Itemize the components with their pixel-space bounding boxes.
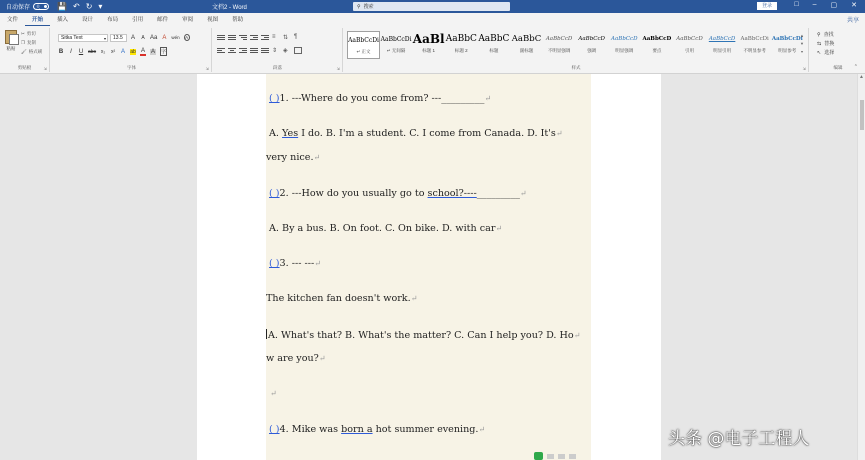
- styles-launcher-icon[interactable]: ⇲: [802, 66, 806, 71]
- line-text: The kitchen fan doesn't work.: [266, 293, 411, 304]
- replace-label: 替换: [824, 41, 835, 47]
- menu-tab[interactable]: 视图: [207, 17, 219, 23]
- chinese-layout-icon[interactable]: ≡: [272, 34, 276, 40]
- redo-icon[interactable]: ↻: [85, 2, 93, 11]
- editing-group-label: 编辑: [833, 65, 843, 70]
- style-sample: AaBbCcD: [545, 36, 573, 42]
- style-tile[interactable]: [575, 31, 608, 59]
- distribute-icon[interactable]: [261, 47, 269, 54]
- wechat-icon[interactable]: [534, 452, 543, 460]
- char-shading-button[interactable]: A: [151, 48, 156, 55]
- paragraph-group: [213, 28, 343, 72]
- paragraph-mark: ↵: [270, 389, 277, 398]
- style-tile[interactable]: [510, 31, 543, 59]
- enclose-char-button[interactable]: A: [185, 35, 189, 40]
- style-tile[interactable]: [412, 31, 445, 59]
- numbering-icon[interactable]: [228, 34, 236, 41]
- answer-blank: ( ): [269, 188, 280, 199]
- collapse-ribbon-icon[interactable]: ⌃: [853, 64, 858, 70]
- watermark: 头条 @电子工程人: [668, 429, 810, 449]
- search-box[interactable]: [353, 2, 510, 11]
- style-name: 强调: [587, 48, 597, 53]
- answer-blank: ( ): [269, 424, 280, 435]
- paragraph-mark: ↵: [410, 294, 418, 303]
- document-line[interactable]: [266, 293, 417, 304]
- line-text: very nice.: [266, 152, 314, 163]
- chevron-down-icon: ▾: [103, 36, 106, 41]
- brush-icon: 🖌: [21, 49, 27, 54]
- change-case-button[interactable]: Aa: [150, 34, 158, 41]
- cursor-icon: ↖: [817, 49, 822, 56]
- align-right-icon[interactable]: [239, 47, 247, 54]
- scissors-icon: ✂: [21, 31, 25, 36]
- answer-blank: ( ): [269, 258, 280, 269]
- search-icon: ⚲: [357, 3, 361, 10]
- decrease-indent-icon[interactable]: [250, 34, 258, 41]
- style-tile[interactable]: [640, 31, 673, 59]
- login-button[interactable]: 登录: [757, 2, 777, 10]
- borders-icon[interactable]: [294, 47, 302, 54]
- char-border-button[interactable]: 字: [161, 49, 167, 55]
- font-name-value: Sitka Text: [61, 35, 83, 41]
- clear-format-button[interactable]: A: [162, 34, 167, 41]
- font-launcher-icon[interactable]: ⇲: [205, 66, 209, 71]
- paste-label: 粘贴: [6, 46, 16, 51]
- styles-group-label: 样式: [571, 65, 581, 70]
- paragraph-mark: ↵: [495, 224, 503, 233]
- toolbar-icon[interactable]: [558, 454, 565, 459]
- scroll-thumb[interactable]: [860, 100, 864, 130]
- style-tile[interactable]: [445, 31, 478, 59]
- style-tile[interactable]: [673, 31, 706, 59]
- style-name: 标题 1: [422, 48, 436, 53]
- autosave-label: 自动保存: [6, 5, 31, 11]
- align-center-icon[interactable]: [228, 47, 236, 54]
- menu-tab[interactable]: 审阅: [182, 17, 194, 23]
- underlined-text: Yes: [282, 128, 299, 139]
- style-tile[interactable]: [738, 31, 771, 59]
- scroll-up-icon[interactable]: ▲: [859, 74, 864, 80]
- style-tile[interactable]: [347, 31, 380, 59]
- menu-bar: [0, 13, 865, 26]
- style-sample: AaBbC: [445, 34, 477, 44]
- underline-button[interactable]: U: [78, 48, 84, 55]
- paragraph-mark: ↵: [313, 153, 321, 162]
- title-bar: [0, 0, 865, 13]
- style-name: 明显强调: [615, 48, 634, 53]
- strikethrough-button[interactable]: abc: [88, 48, 97, 55]
- paste-button[interactable]: [4, 30, 18, 52]
- customize-qat-icon[interactable]: ▾: [98, 2, 103, 11]
- format-painter-label: 格式刷: [28, 49, 43, 54]
- show-marks-icon[interactable]: ¶: [294, 34, 298, 40]
- save-icon[interactable]: 💾: [57, 2, 67, 11]
- style-name: ↵ 无间隔: [386, 48, 406, 53]
- style-name: 引用: [685, 48, 694, 53]
- format-painter-button[interactable]: [21, 49, 42, 55]
- floating-toolbar: [534, 452, 576, 460]
- search-icon: ⚲: [817, 31, 821, 38]
- style-sample: AaBbCcD: [708, 36, 736, 42]
- document-line[interactable]: [269, 93, 491, 104]
- superscript-button[interactable]: x²: [110, 48, 116, 55]
- line-text: A. By a bus. B. On foot. C. On bike. D. with car: [269, 223, 496, 234]
- paragraph-mark: ↵: [555, 129, 563, 138]
- paragraph-mark: ↵: [478, 425, 486, 434]
- shrink-font-button[interactable]: A: [141, 34, 145, 41]
- menu-tab[interactable]: 开始: [25, 15, 50, 26]
- menu-tab[interactable]: 邮件: [157, 17, 169, 23]
- replace-button[interactable]: [817, 40, 834, 47]
- justify-icon[interactable]: [250, 47, 258, 54]
- align-left-icon[interactable]: [217, 47, 225, 54]
- style-name: 不明显参考: [743, 48, 766, 53]
- menu-tab[interactable]: 设计: [82, 17, 94, 23]
- document-title: 文档2 - Word: [212, 5, 247, 11]
- replace-icon: ⇆: [817, 40, 822, 47]
- underlined-text: born a: [341, 424, 373, 435]
- font-name-combo[interactable]: [58, 34, 108, 42]
- copy-button[interactable]: [21, 40, 36, 46]
- styles-group: [344, 28, 809, 72]
- shading-icon[interactable]: ◈: [283, 48, 288, 54]
- paragraph-group-label: 段落: [273, 65, 282, 70]
- multilevel-list-icon[interactable]: [239, 34, 247, 41]
- style-sample: AaBbCcDi: [771, 36, 803, 42]
- bullets-icon[interactable]: [217, 34, 225, 41]
- vertical-scrollbar[interactable]: [857, 74, 865, 460]
- phonetic-guide-button[interactable]: wén: [171, 35, 180, 40]
- copy-label: 复制: [27, 40, 37, 45]
- document-line[interactable]: [269, 258, 321, 269]
- close-icon[interactable]: ✕: [851, 2, 857, 9]
- style-name: 要点: [652, 48, 662, 53]
- document-line[interactable]: [269, 424, 485, 435]
- bold-button[interactable]: B: [58, 48, 64, 55]
- more-styles-icon[interactable]: ▾: [800, 49, 803, 54]
- style-tile[interactable]: [477, 31, 510, 59]
- menu-tab[interactable]: 帮助: [232, 17, 244, 23]
- style-sample: AaBbCcD: [676, 36, 703, 42]
- grow-font-button[interactable]: A: [130, 34, 135, 41]
- font-size-value: 13.5: [113, 35, 123, 41]
- italic-button[interactable]: I: [70, 48, 72, 55]
- document-area: [0, 74, 857, 460]
- search-placeholder: 搜索: [363, 4, 374, 10]
- paragraph-launcher-icon[interactable]: ⇲: [336, 66, 340, 71]
- menu-tab[interactable]: 引用: [132, 17, 144, 23]
- chevron-down-icon[interactable]: ▼: [800, 41, 804, 46]
- style-sample: AaBbC: [478, 34, 510, 44]
- style-name: 标题 2: [454, 48, 468, 53]
- increase-indent-icon[interactable]: [261, 34, 269, 41]
- clipboard-launcher-icon[interactable]: ⇲: [43, 66, 47, 71]
- style-name: 明显引用: [713, 48, 732, 53]
- styles-scroll[interactable]: [799, 32, 805, 56]
- editing-group: [812, 28, 864, 72]
- line-text: 4. Mike was: [279, 424, 342, 435]
- share-button[interactable]: 共享: [846, 18, 859, 24]
- document-line[interactable]: [266, 353, 326, 364]
- input-method-icon[interactable]: [547, 454, 554, 459]
- ribbon: [0, 26, 865, 74]
- maximize-icon[interactable]: ▢: [830, 2, 838, 9]
- style-sample: AaBbCcD: [642, 36, 672, 42]
- style-tile[interactable]: [543, 31, 576, 59]
- cut-button[interactable]: [21, 31, 36, 37]
- select-button[interactable]: [817, 49, 834, 56]
- document-line[interactable]: [269, 128, 563, 139]
- ribbon-display-icon[interactable]: □: [794, 1, 799, 8]
- document-line[interactable]: [269, 188, 527, 199]
- minimize-icon[interactable]: –: [812, 1, 817, 8]
- line-text: A. What's that? B. What's the matter? C. Can I help you? D. Ho: [268, 330, 574, 341]
- style-sample: AaBbC: [511, 34, 542, 44]
- cut-label: 剪切: [26, 31, 36, 36]
- line-text: 3. --- ---: [279, 258, 315, 269]
- answer-blank: ( ): [269, 93, 280, 104]
- sort-icon[interactable]: ⇅: [283, 35, 289, 41]
- style-name: 不明显强调: [547, 48, 571, 53]
- style-name: 标题: [489, 48, 499, 53]
- style-tile[interactable]: [608, 31, 641, 59]
- menu-tab[interactable]: 布局: [107, 17, 119, 23]
- font-group-label: 字体: [127, 65, 136, 70]
- select-label: 选择: [824, 50, 835, 56]
- find-label: 查找: [823, 32, 834, 38]
- clipboard-group-label: 剪贴板: [17, 65, 32, 70]
- highlight-button[interactable]: ab: [130, 48, 136, 55]
- copy-icon: ❐: [21, 40, 26, 45]
- menu-tab[interactable]: 文件: [7, 17, 19, 23]
- style-sample: AaBbCcD: [611, 36, 638, 42]
- style-sample: AaBbCcDi: [348, 37, 379, 44]
- style-sample: AaBbCcDi: [380, 36, 412, 43]
- font-color-button[interactable]: A: [141, 47, 146, 54]
- find-button[interactable]: [817, 31, 834, 38]
- clipboard-icon: [5, 30, 17, 44]
- style-sample: AaBbCcDi: [740, 36, 769, 42]
- document-line[interactable]: [266, 152, 320, 163]
- underlined-text: school?----: [427, 188, 477, 199]
- document-line[interactable]: [266, 329, 580, 341]
- chevron-up-icon[interactable]: ▲: [800, 33, 804, 38]
- paragraph-mark: ↵: [318, 354, 326, 363]
- page[interactable]: [197, 74, 661, 460]
- line-text: 1. ---Where do you come from? ---_________: [279, 93, 485, 104]
- menu-tab[interactable]: 插入: [57, 17, 69, 23]
- clipboard-group: [0, 28, 50, 72]
- subscript-button[interactable]: x₂: [100, 48, 106, 55]
- paragraph-mark: ↵: [573, 331, 581, 340]
- document-line[interactable]: [270, 388, 277, 399]
- line-text: w are you?: [266, 353, 319, 364]
- line-spacing-icon[interactable]: ⇕: [272, 48, 278, 54]
- style-tile[interactable]: [706, 31, 739, 59]
- style-sample: AaBl: [412, 32, 445, 46]
- undo-icon[interactable]: ↶: [72, 2, 80, 11]
- document-line[interactable]: [269, 223, 502, 234]
- line-text: 2. ---How do you usually go to: [279, 188, 428, 199]
- paragraph-mark: ↵: [484, 94, 492, 103]
- style-name: 明显参考: [778, 48, 797, 53]
- font-group: [52, 28, 212, 72]
- font-size-combo[interactable]: [110, 34, 127, 42]
- text-cursor: [266, 329, 267, 339]
- line-text: A.: [269, 128, 283, 139]
- style-tile[interactable]: [380, 31, 413, 59]
- line-text: _________: [476, 188, 520, 199]
- line-text: hot summer evening.: [372, 424, 479, 435]
- paragraph-mark: ↵: [314, 259, 321, 268]
- style-name: 副标题: [519, 48, 534, 53]
- style-name: ↵ 正文: [356, 49, 371, 54]
- autosave[interactable]: [6, 2, 49, 11]
- text-effects-button[interactable]: A: [121, 48, 126, 55]
- autosave-toggle[interactable]: 关: [33, 3, 49, 10]
- settings-icon[interactable]: [569, 454, 576, 459]
- line-text: I do. B. I'm a student. C. I come from Canada. D. It's: [298, 128, 556, 139]
- style-sample: AaBbCcD: [578, 36, 605, 42]
- paragraph-mark: ↵: [519, 189, 527, 198]
